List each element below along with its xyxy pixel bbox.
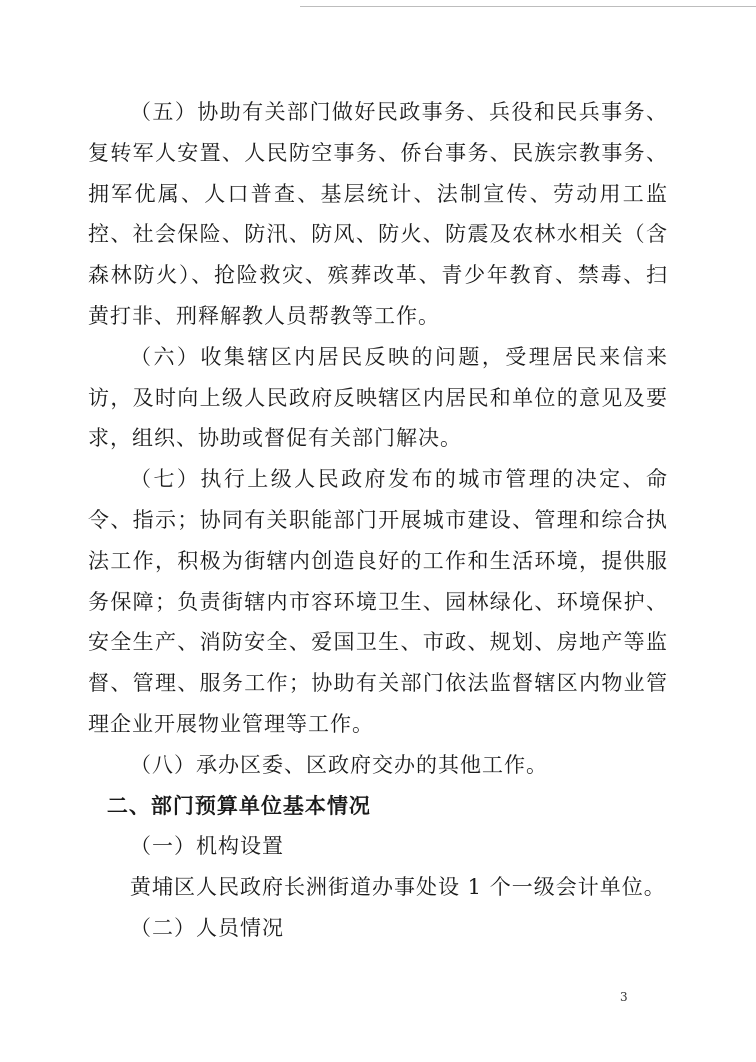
subsection-heading-institution: （一）机构设置 (130, 834, 284, 859)
page-number: 3 (620, 990, 628, 1004)
section-heading: 二、部门预算单位基本情况 (106, 792, 371, 818)
subsection-body-institution: 黄埔区人民政府长洲街道办事处设 1 个一级会计单位。 (130, 875, 666, 900)
paragraph-item-8: （八）承办区委、区政府交办的其他工作。 (130, 752, 548, 777)
document-body (88, 92, 668, 949)
subsection-heading-staff: （二）人员情况 (130, 915, 284, 940)
scan-edge-line (300, 6, 756, 7)
paragraph-item-7: （七）执行上级人民政府发布的城市管理的决定、命令、指示；协同有关职能部门开展城市建设、管理和综合执法工作，积极为街辖内创造良好的工作和生活环境，提供服务保障；负责街辖内市容环境卫生、园林绿化、环境保护、安全生产、消防安全、爱国卫生、市政、规划、房地产等监督、管理、服务工作；协助有关部门依法监督辖区内物业管理企业开展物业管理等工作。 (88, 467, 668, 736)
paragraph-item-5: （五）协助有关部门做好民政事务、兵役和民兵事务、复转军人安置、人民防空事务、侨台事务、民族宗教事务、拥军优属、人口普查、基层统计、法制宣传、劳动用工监控、社会保险、防汛、防风、防火、防震及农林水相关（含森林防火）、抢险救灾、殡葬改革、青少年教育、禁毒、扫黄打非、刑释解教人员帮教等工作。 (88, 100, 668, 328)
paragraph-item-6: （六）收集辖区内居民反映的问题，受理居民来信来访，及时向上级人民政府反映辖区内居民和单位的意见及要求，组织、协助或督促有关部门解决。 (88, 344, 668, 451)
